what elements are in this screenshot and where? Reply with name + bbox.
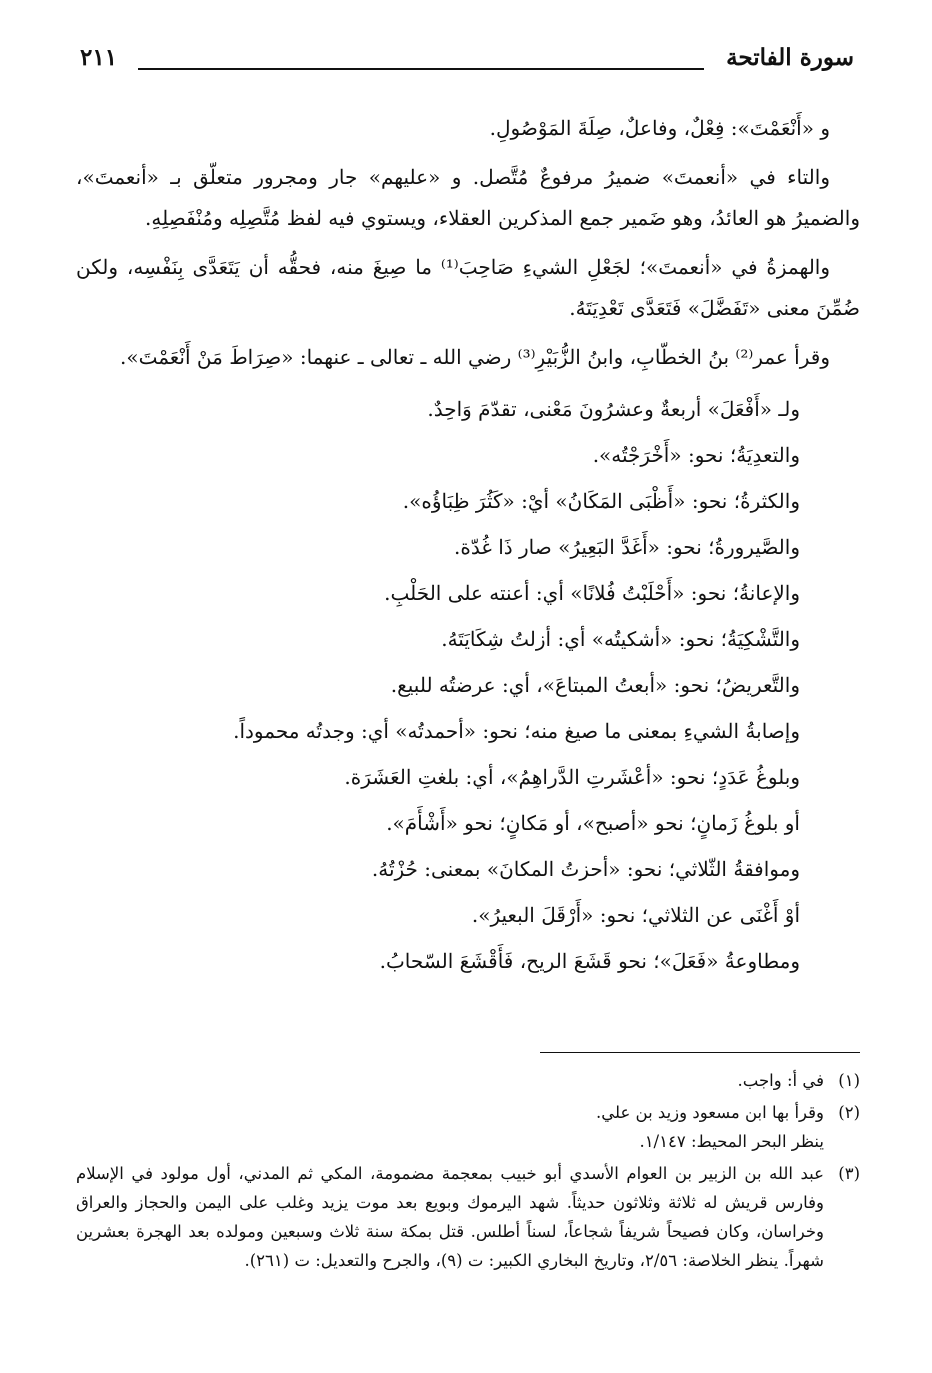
footnote-3 xyxy=(76,1159,860,1275)
list-item: وبلوغُ عَدَدٍ؛ نحو: «أعْشَرتِ الدَّراهِمُ»، أي: بلغتِ العَشَرَة. xyxy=(344,765,800,789)
paragraph-3: والهمزةُ في «أنعمتَ»؛ لجَعْلِ الشيءِ صَاحِبَ⁽¹⁾ ما صِيغَ منه، فحقُّه أن يَتَعَدَّى بِنَفْسِه، ولكن ضُمِّنَ معنى «تَفَضَّلَ» فَتَعَدَّى تَعْدِيَتَهُ. xyxy=(76,255,860,320)
list-item: أو بلوغُ زَمانٍ؛ نحو «أصبح»، أو مَكانٍ؛ نحو «أَشْأَمَ». xyxy=(386,811,800,835)
list-item: ومطاوعةُ «فَعَلَ»؛ نحو قَشَعَ الريح، فَأَقْشَعَ السّحابُ. xyxy=(379,949,800,973)
list-item: والتعدِيَةُ؛ نحو: «أَخْرَجْتُه». xyxy=(592,443,800,467)
page-header xyxy=(80,40,854,84)
footnote-text: وقرأ بها ابن مسعود وزيد بن علي. xyxy=(595,1103,824,1122)
footnote-2 xyxy=(76,1098,860,1156)
paragraph-4: وقرأ عمر⁽²⁾ بنُ الخطّابِ، وابنُ الزُّبَيْرِ⁽³⁾ رضي الله ـ تعالى ـ عنهما: «صِرَاطَ مَنْ أَنْعَمْتَ». xyxy=(119,345,830,369)
list-item: والكثرةُ؛ نحو: «أَظْبَى المَكَانُ» أيْ: «كَثُرَ ظِبَاؤُه». xyxy=(402,489,800,513)
footnote-1 xyxy=(76,1066,860,1095)
main-text xyxy=(76,108,860,984)
list-item: وموافقةُ الثّلاثي؛ نحو: «أحزتُ المكانَ» بمعنى: حُزْتُهُ. xyxy=(371,857,800,881)
footnote-number: (١) xyxy=(838,1071,860,1090)
list-item: وإصابةُ الشيءِ بمعنى ما صيغ منه؛ نحو: «أحمدتُه» أي: وجدتُه محموداً. xyxy=(233,719,800,743)
running-title: سورة الفاتحة xyxy=(726,44,854,71)
list-item: ولـ «أَفْعَلَ» أربعةٌ وعشرُونَ مَعْنى، تقدّمَ وَاحِدٌ. xyxy=(427,397,800,421)
footnote-number: (٢) xyxy=(838,1103,860,1122)
footnote-text: في أ: واجب. xyxy=(737,1071,824,1090)
footnote-separator xyxy=(540,1052,860,1053)
list-item: والإعانةُ؛ نحو: «أَحْلَبْتُ فُلانًا» أي: أعنته على الحَلْبِ. xyxy=(384,581,800,605)
footnote-number: (٣) xyxy=(838,1164,860,1183)
list-item: والصَّيرورةُ؛ نحو: «أَغَدَّ البَعِيرُ» صار ذَا غُدّة. xyxy=(454,535,800,559)
footnote-reference: ينظر البحر المحيط: ١/١٤٧. xyxy=(639,1132,824,1151)
header-rule xyxy=(138,68,704,70)
page-number: ٢١١ xyxy=(80,44,118,71)
paragraph-1: و «أَنْعَمْتَ»: فِعْلٌ، وفاعلٌ، صِلَةَ المَوْصُولِ. xyxy=(489,116,830,140)
footnote-text: عبد الله بن الزبير بن العوام الأسدي أبو خبيب بمعجمة مضمومة، المكي ثم المدني، أول مولود في الإسلام وفارس قريش له ثلاثة وثلاثون حديثاً. شهد اليرموك وبويع بعد موت يزيد وغلب على اليمن والحجاز والعراق وخراسان، وكان فصيحاً شريفاً شجاعاً، لسناً أطلس. قتل بمكة سنة ثلاث وسبعين ومولده بعد الهجرة بعشرين شهراً. ينظر الخلاصة: ٢/٥٦، وتاريخ البخاري الكبير: ت (٩)، والجرح والتعديل: ت (٢٦١). xyxy=(76,1164,824,1270)
afala-meanings-list xyxy=(76,386,800,984)
paragraph-2: والتاء في «أنعمتَ» ضميرُ مرفوعٌ مُتَّصل. و «عليهم» جار ومجرور متعلّق بـ «أنعمتَ»، والضميرُ هو العائدُ، وهو ضَمير جمع المذكرين العقلاء، ويستوي فيه لفظ مُتَّصِلِه ومُنْفَصِلِهِ. xyxy=(76,165,860,230)
footnotes xyxy=(76,1066,860,1278)
list-item: والتَّشْكِيَةُ؛ نحو: «أشكيتُه» أي: أزلتُ شِكَايَتَهُ. xyxy=(441,627,800,651)
list-item: أوْ أَغْنَى عن الثلاثي؛ نحو: «أَرْقَلَ البعيرُ». xyxy=(471,903,800,927)
list-item: والتَّعريضُ؛ نحو: «أبعتُ المبتاعَ»، أي: عرضتُه للبيع. xyxy=(390,673,800,697)
